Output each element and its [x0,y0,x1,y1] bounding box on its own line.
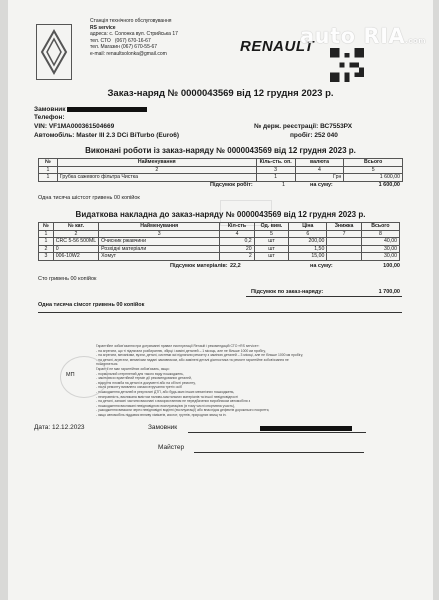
phone-label: Телефон: [34,114,65,121]
works-sum-label: на суму: [310,182,333,188]
qr-code-icon [330,48,364,82]
works-qty-total: 1 [282,182,286,188]
vin-row: VIN: VF1MA000361504669 [34,123,115,130]
tel-sto-label: тел. СТО [90,37,111,44]
works-words: Одна тисяча шістсот гривень 00 копійок [38,195,140,201]
works-sum: 1 600,00 [378,182,400,188]
divider [38,312,402,313]
date-row: Дата: 12.12.2023 [34,424,85,431]
reg-row: № держ. реєстрації: ВС7553РХ [254,123,353,130]
redacted-customer [67,107,147,112]
parts-qty-total: 22,2 [230,263,241,269]
works-table: № Найменування Кіль-сть. оп. валюта Всього 1 2 3 4 5 1 Грубка сажевого фільтра Чистка 1 Грн 1 600,00 [38,158,403,182]
works-title: Виконані роботи із заказ-наряду № 0000043569 від 12 грудня 2023 р. [85,146,356,155]
divider [246,296,402,297]
table-row: 1 Грубка сажевого фільтра Чистка 1 Грн 1 600,00 [39,174,403,182]
redacted-signature [260,426,352,431]
date-value: 12.12.2023 [52,424,85,431]
order-document [8,0,433,600]
vin-value: VF1MA000361504669 [48,123,115,130]
parts-table: № № кат. Найменування Кіл-сть Од. вим. Ціна Знижка Всього 1 2 3 4 5 6 7 8 1 CRC 5-56 500ML Очисник ржавчини 0,2 шт 200,00 40,00 2 0 Розхідні матеріали 20 шт 1,50 30,00 3 006-10W2 Хомут 2 шт 15,00 30,00 [38,222,400,261]
grand-total-label: Підсумок по заказ-наряду: [251,289,324,295]
warranty-text: Гарантійне зобов'язання при дотриманні правил експлуатації Renault і рекомендацій СТО «RS service»: - на агрегати, що ті підлягали розбиранню, збірці і заміні деталей – 1 місяць, але не більше 1000 км пробігу, - на агрегати, механізми, вузли, деталі, системи які підлягали ремонту з заміною деталей – 3 місяці, але не більше 1000 км пробігу, - на деталі, агрегати, механізми надані замовником, або замінені деталі діагностика та ремонт гарантійне зобов'язання не поширюється. Гарантії не має гарантійних зобов'язань, якщо: - нормальний стерпнений для такого виду пошкоджень, - закінчився гарантійний термін дії рекомендованих деталей, - відсутня пломба на деталі в документі або на об'єкті ремонту, - після ремонту виявлено ознаки втручання третіх осіб - пошкодження деталей в результаті ДТП, або будь-яких інших механічних пошкоджень, - несправність, викликана вмістом паливо-мастильних матеріалів та іншої невідповідності - на деталі, запасні частини виконані з використанням не передбачених виробником автомобіля з - пошкодження викликані невідповідною експлуатацією (в тому числі спортивна участь), - ушкодження вимкали через невідповідні водінні (експлуатації) або внаслідок дефектів дорожнього покриття, - якщо автомобіль піддався впливу хімікатів, кислот, грунтів, природних явищ та ін. [96,344,304,417]
customer-signature-label: Замовник [148,424,178,431]
brand-wordmark: RENAULT [240,38,315,55]
renault-logo-icon [36,24,72,80]
station-name: Станція технічного обслуговування [90,18,172,24]
parts-title: Видаткова накладна до заказ-наряду № 0000043569 від 12 грудня 2023 р. [75,210,366,219]
mileage-value: 252 040 [314,132,338,139]
customer-label: Замовник [34,106,147,113]
table-row: 1 CRC 5-56 500ML Очисник ржавчини 0,2 шт 200,00 40,00 [39,238,400,246]
tel-shop: (067) 670-55-67 [121,44,158,51]
stamp-label: МП [66,372,75,378]
tel-sto: (067) 670-16-67 [114,37,151,44]
customer-signature-line [188,432,366,433]
master-signature-line [194,452,364,453]
autoria-watermark: auto RIA.com [300,24,427,48]
parts-total-label: Підсумок матеріалів: [170,263,228,269]
table-row: 3 006-10W2 Хомут 2 шт 15,00 30,00 [39,253,400,261]
order-title: Заказ-наряд № 0000043569 від 12 грудня 2023 р. [107,88,334,99]
tel-shop-label: тел. Магазин [90,44,120,51]
master-signature-label: Майстер [158,444,185,451]
parts-sum-label: на суму: [310,263,333,269]
station-service: RS service [90,24,116,31]
station-email: e-mail: renaultsolonka@gmail.com [90,50,167,57]
station-info [90,18,178,58]
reg-value: ВС7553РХ [320,123,353,130]
mileage-row: пробіг: 252 040 [290,132,338,139]
station-address: адреса: с. Солонка вул. Стрийська 17 [90,31,178,38]
table-row: 2 0 Розхідні матеріали 20 шт 1,50 30,00 [39,245,400,253]
parts-sum: 100,00 [383,263,400,269]
grand-words: Одна тисяча сімсот гривень 00 копійок [38,302,145,308]
car-row: Автомобіль: Master III 2.3 DCi BiTurbo (Euro6) [34,132,180,139]
works-total-label: Підсумок робіт: [210,182,253,188]
parts-words: Сто гривень 00 копійок [38,276,97,282]
car-value: Master III 2.3 DCi BiTurbo (Euro6) [76,132,180,139]
grand-total-sum: 1 700,00 [378,289,400,295]
